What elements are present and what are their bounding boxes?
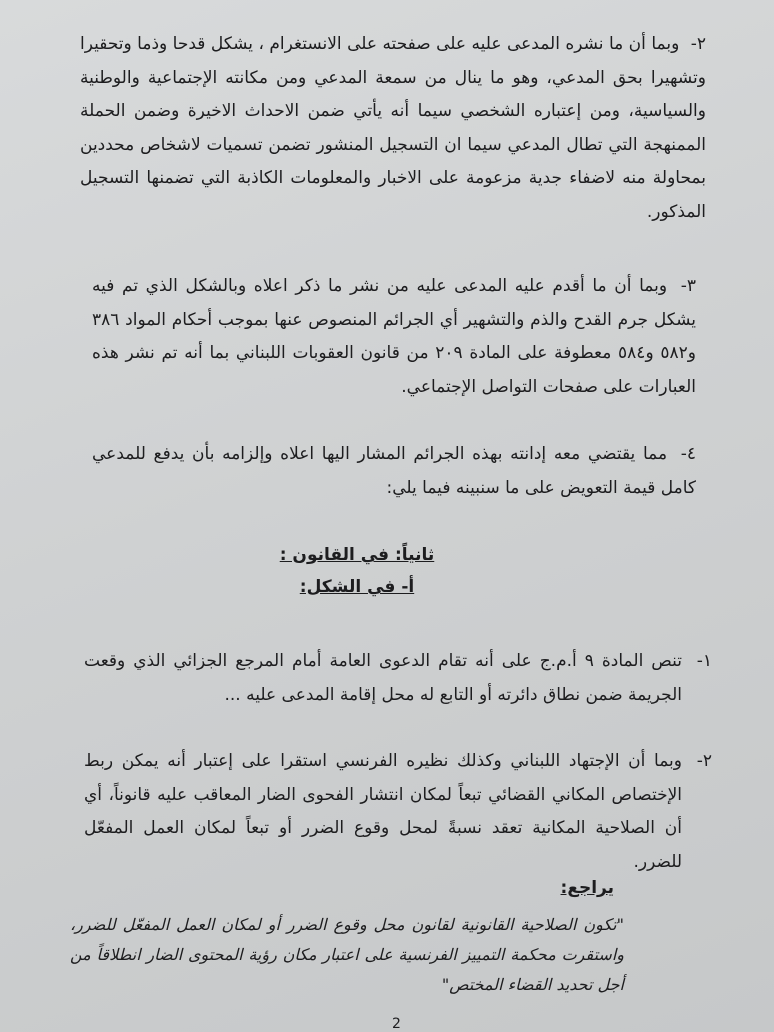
paragraph-text: وبما أن ما نشره المدعى عليه على صفحته على الانستغرام ، يشكل قدحا وذما وتحقيرا وتشهيرا بحق المدعي، وهو ما ينال من سمعة المدعي ومن مكانته الإجتماعية والوطنية والسياسية، ومن إعتباره الشخصي سيما أنه يأتي ضمن الاحداث الاخيرة وضمن الحملة الممنهجة التي تطال المدعي سيما ان التسجيل المنشور تضمن تسميات لاشخاص محددين بمحاولة منه لاضفاء جدية مزعومة على الاخبار والمعلومات الكاذبة التي تضمنها التسجيل المذكور. xyxy=(80,34,706,222)
paragraph-text: مما يقتضي معه إدانته بهذه الجرائم المشار اليها اعلاه وإلزامه بأن يدفع للمدعي كامل قيمة التعويض على ما سنبينه فيما يلي: xyxy=(92,444,696,498)
paragraph-text: وبما أن ما أقدم عليه المدعى عليه من نشر ما ذكر اعلاه وبالشكل الذي تم فيه يشكل جرم القدح والذم والتشهير أي الجرائم المنصوص عنها بموجب أحكام المواد ٣٨٦ و٥٨٢ و٥٨٤ معطوفة على المادة ٢٠٩ من قانون العقوبات اللبناني بما أنه تم نشر هذه العبارات على صفحات التواصل الإجتماعي. xyxy=(92,276,696,397)
paragraph-4 xyxy=(92,438,696,505)
section-heading: ثانياً: في القانون : xyxy=(279,545,435,565)
paragraph-number: ٢- xyxy=(690,34,706,54)
subsection-heading: أ- في الشكل: xyxy=(299,577,415,597)
page-number: 2 xyxy=(392,1016,401,1032)
paragraph-3 xyxy=(92,270,696,404)
references-title: يراجع: xyxy=(560,878,614,898)
references-quote: "تكون الصلاحية القانونية لقانون محل وقوع الضرر أو لمكان العمل المفعّل للضرر، واستقرت محكمة التمييز الفرنسية على اعتبار مكان رؤية المحتوى الضار انطلاقاً من أجل تحديد القضاء المختص" xyxy=(70,915,624,994)
list-item xyxy=(84,745,712,879)
list-marker: ٢- xyxy=(696,751,712,771)
list-item-text: تنص المادة ٩ أ.م.ج على أنه تقام الدعوى العامة أمام المرجع الجزائي الذي وقعت الجريمة ضمن نطاق دائرته أو التابع له محل إقامة المدعى عليه ... xyxy=(84,651,682,705)
paragraph-number: ٤- xyxy=(680,444,697,464)
list-item xyxy=(84,645,712,712)
paragraph-number: ٣- xyxy=(680,276,696,296)
list-item-text: وبما أن الإجتهاد اللبناني وكذلك نظيره الفرنسي استقرا على إعتبار أنه يمكن ربط الإختصاص المكاني القضائي تبعاً لمكان انتشار الفحوى الضار المعاقب عليه قانوناً، أي أن الصلاحية المكانية تعقد نسبةً لمحل وقوع الضرر أو تبعاً لمكان العمل المفعّل للضرر. xyxy=(84,751,682,872)
list-marker: ١- xyxy=(696,651,712,671)
paragraph-2 xyxy=(80,28,706,229)
